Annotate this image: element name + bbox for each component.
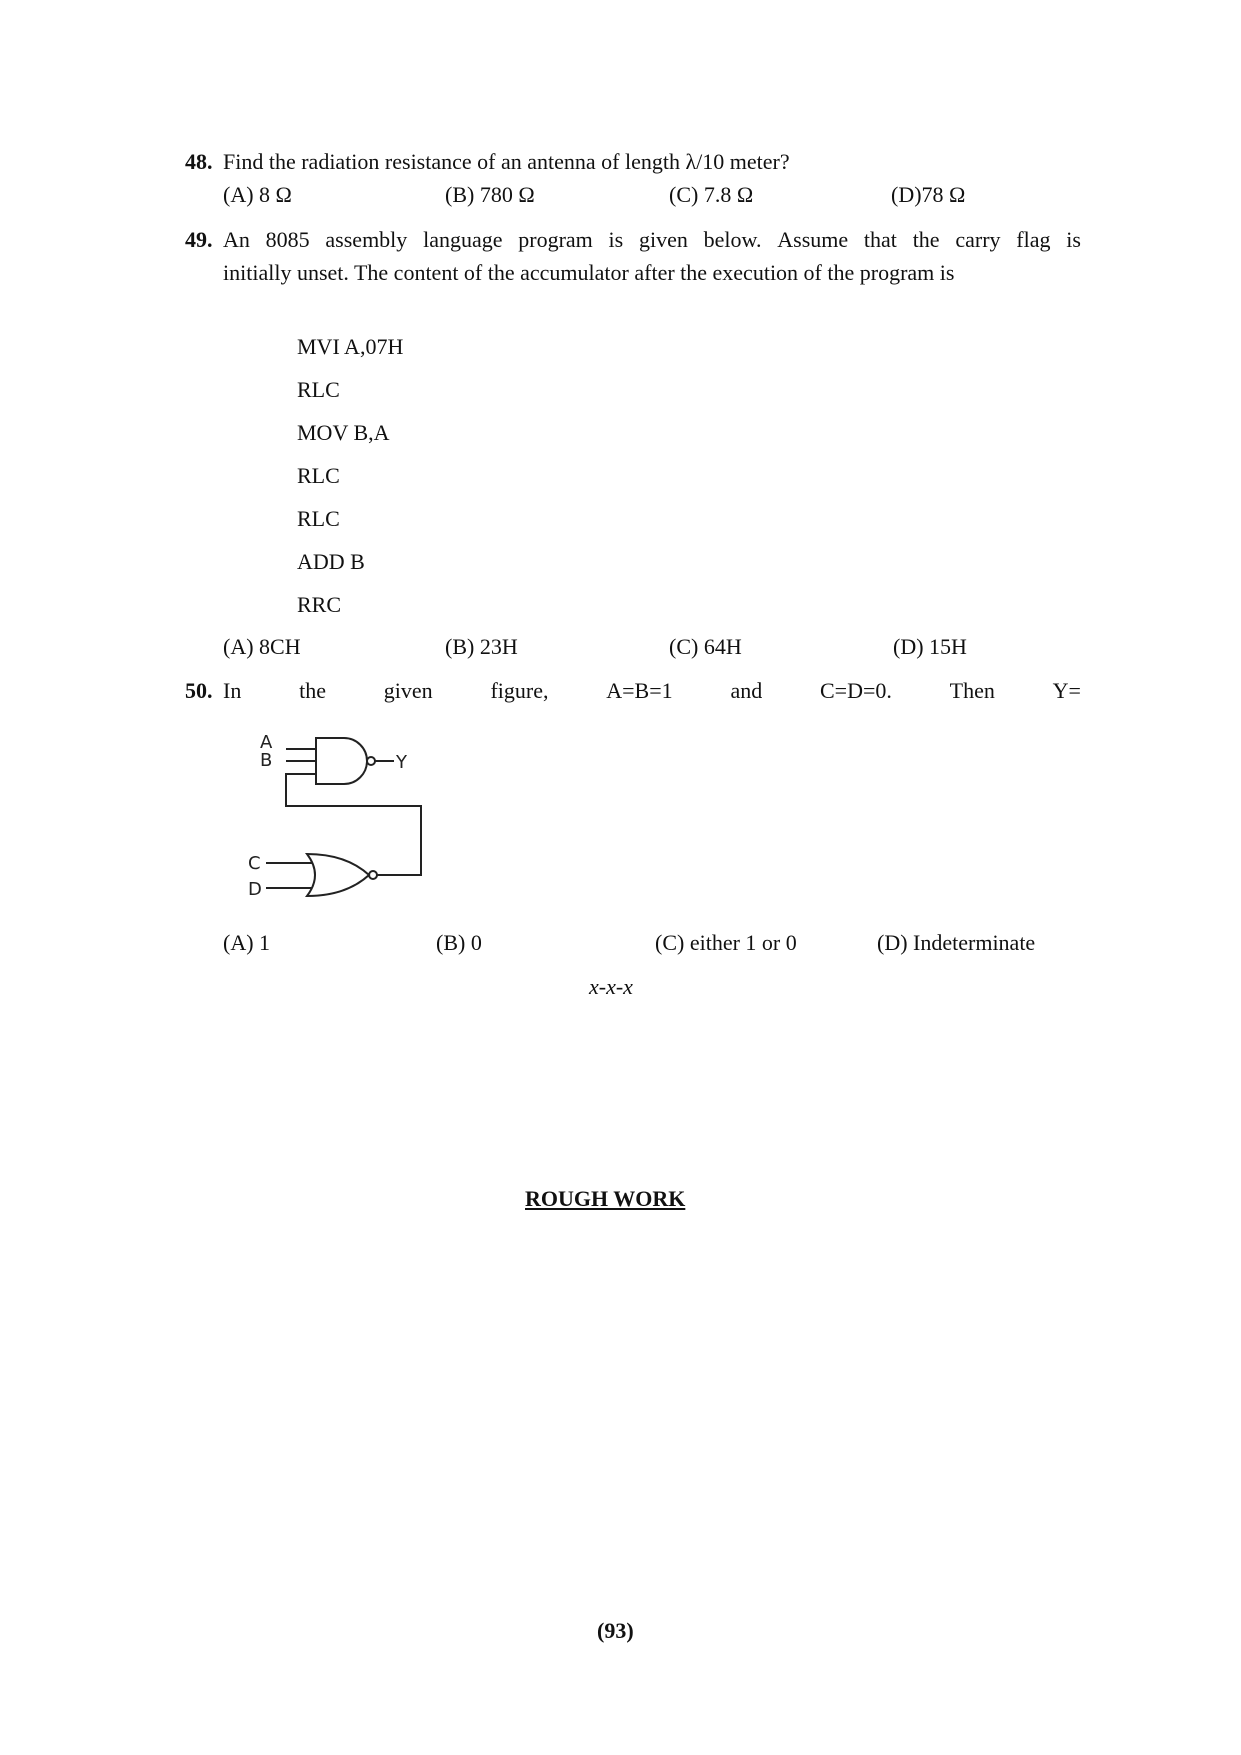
code-line: RLC bbox=[297, 506, 340, 531]
q50-word: and bbox=[730, 678, 763, 703]
label-c: C bbox=[248, 853, 261, 874]
q49-word: An bbox=[223, 227, 250, 252]
nand-gate-body bbox=[316, 738, 367, 784]
q49-option-a: (A) 8CH bbox=[223, 634, 301, 659]
q49-word: 8085 bbox=[265, 227, 310, 252]
q49-word: assembly bbox=[325, 227, 408, 252]
label-b: B bbox=[260, 750, 273, 771]
q48-text: Find the radiation resistance of an antenna of length λ/10 meter? bbox=[223, 149, 790, 174]
q50-word: In bbox=[223, 678, 242, 703]
q50-word: the bbox=[299, 678, 326, 703]
end-mark: x-x-x bbox=[589, 974, 633, 999]
q49-text-line1 bbox=[223, 226, 1081, 255]
q49-option-b: (B) 23H bbox=[445, 634, 518, 659]
q49-word: the bbox=[912, 227, 940, 252]
label-y: Y bbox=[396, 752, 407, 773]
q49-text-line2: initially unset. The content of the accumulator after the execution of the program is bbox=[223, 260, 955, 285]
q50-word: given bbox=[383, 678, 433, 703]
q49-word: is bbox=[608, 227, 624, 252]
q48-option-d: (D)78 Ω bbox=[891, 182, 966, 207]
label-a: A bbox=[260, 732, 273, 753]
q50-word: C=D=0. bbox=[819, 678, 892, 703]
q49-option-c: (C) 64H bbox=[669, 634, 742, 659]
q48-option-a: (A) 8 Ω bbox=[223, 182, 292, 207]
q50-word: figure, bbox=[490, 678, 549, 703]
q49-word: language bbox=[423, 227, 503, 252]
nand-bubble bbox=[367, 757, 375, 765]
q50-word: Y= bbox=[1052, 678, 1081, 703]
rough-work-heading: ROUGH WORK bbox=[525, 1186, 686, 1211]
q50-word: Then bbox=[949, 678, 995, 703]
q49-word: below. bbox=[703, 227, 762, 252]
q50-option-a: (A) 1 bbox=[223, 930, 271, 955]
q49-word: given bbox=[639, 227, 688, 252]
q50-option-c: (C) either 1 or 0 bbox=[655, 930, 797, 955]
q50-option-d: (D) Indeterminate bbox=[877, 930, 1036, 955]
code-line: ADD B bbox=[297, 549, 365, 574]
q48-option-c: (C) 7.8 Ω bbox=[669, 182, 754, 207]
code-line: MVI A,07H bbox=[297, 334, 404, 359]
q49-number: 49. bbox=[185, 227, 213, 252]
q48-option-b: (B) 780 Ω bbox=[445, 182, 535, 207]
q49-word: that bbox=[863, 227, 897, 252]
logic-gate-figure bbox=[236, 728, 448, 904]
feedback-wire bbox=[286, 774, 421, 875]
code-line: MOV B,A bbox=[297, 420, 390, 445]
q50-option-b: (B) 0 bbox=[436, 930, 482, 955]
page-number: (93) bbox=[597, 1618, 634, 1643]
code-line: RLC bbox=[297, 463, 340, 488]
q49-word: flag bbox=[1016, 227, 1051, 252]
label-d: D bbox=[248, 879, 262, 900]
q49-word: Assume bbox=[777, 227, 849, 252]
q48-number: 48. bbox=[185, 149, 213, 174]
nor-gate-body bbox=[307, 854, 369, 896]
q49-option-d: (D) 15H bbox=[893, 634, 967, 659]
q49-code-listing bbox=[297, 333, 403, 634]
q50-word: A=B=1 bbox=[606, 678, 673, 703]
code-line: RRC bbox=[297, 592, 342, 617]
q50-number: 50. bbox=[185, 678, 213, 703]
q49-word: is bbox=[1066, 227, 1081, 252]
q50-text bbox=[223, 677, 1081, 706]
q49-word: carry bbox=[955, 227, 1001, 252]
q49-word: program bbox=[518, 227, 593, 252]
code-line: RLC bbox=[297, 377, 340, 402]
